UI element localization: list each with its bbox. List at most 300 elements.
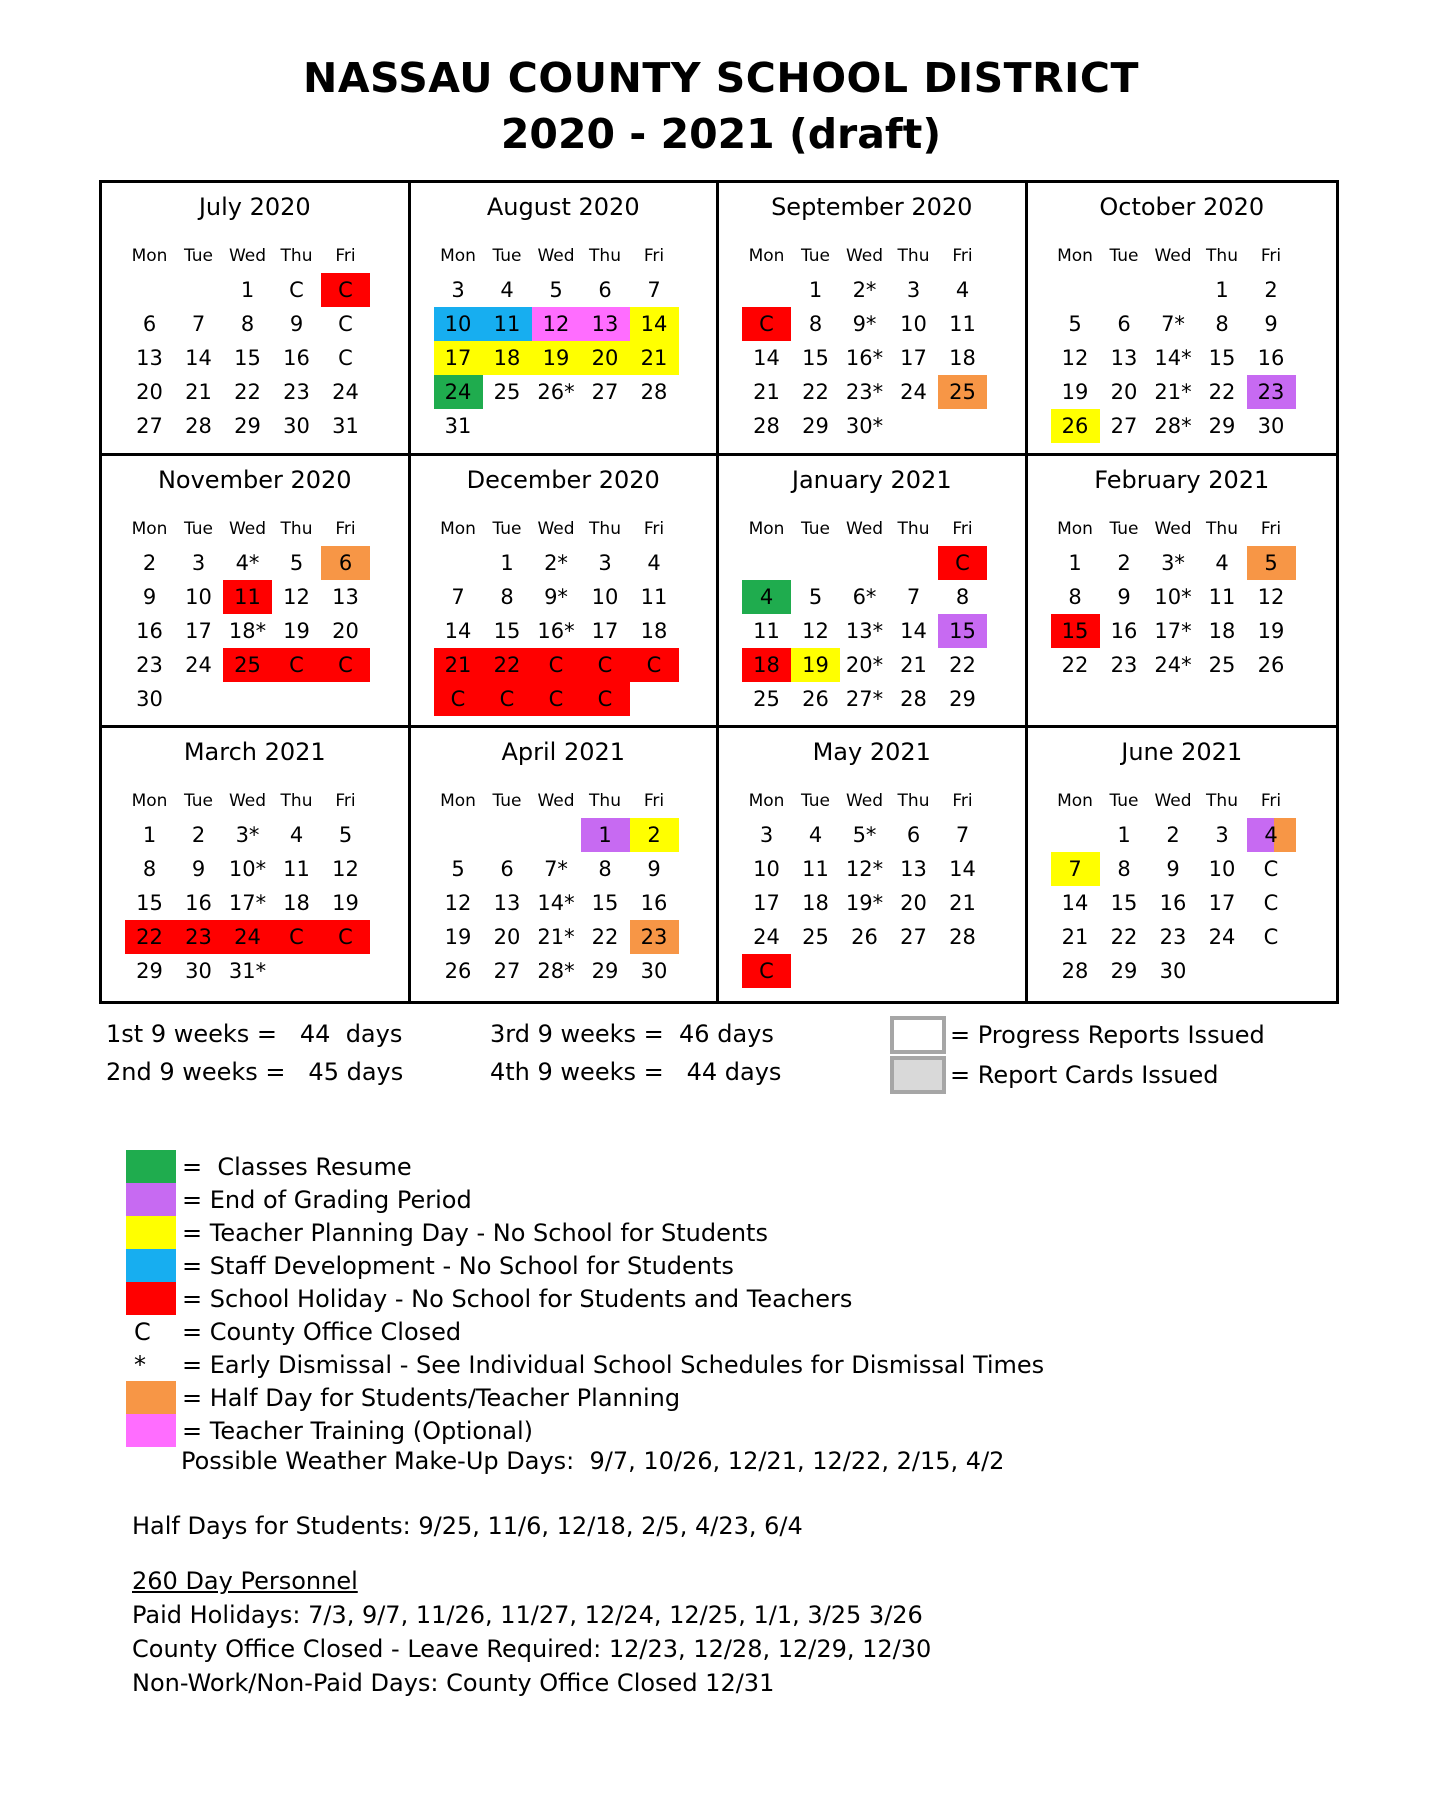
- legend-swatch-icon: [126, 1249, 176, 1282]
- makeup-days: Possible Weather Make-Up Days: 9/7, 10/26, 12/21, 12/22, 2/15, 4/2: [181, 1447, 1005, 1475]
- day-cell: 7: [191, 312, 206, 336]
- day-cell: 22: [949, 652, 976, 677]
- report-card-box-icon: [890, 1056, 946, 1094]
- week-row: [434, 682, 681, 716]
- legend-symbol: C: [134, 1317, 151, 1346]
- month-title: November 2020: [157, 465, 352, 494]
- day-cell: 19: [532, 341, 581, 375]
- week-row: [742, 818, 989, 852]
- week-row: [434, 818, 681, 852]
- month-day-grid: [742, 512, 989, 716]
- month-day-grid: [125, 239, 372, 443]
- week-row: [434, 852, 681, 886]
- day-cell: [840, 546, 889, 580]
- day-cell: [1198, 954, 1247, 988]
- day-cell: [889, 546, 938, 580]
- weekday-label: Thu: [1206, 518, 1238, 539]
- day-cell: 30*: [845, 414, 884, 438]
- day-cell: [1100, 273, 1149, 307]
- day-cell: [532, 818, 581, 852]
- day-cell: 19: [332, 891, 359, 916]
- day-cell: [1051, 818, 1100, 852]
- weekday-label: Tue: [1109, 518, 1139, 539]
- grading-period-q2: 2nd 9 weeks = 45 days: [106, 1058, 404, 1086]
- day-cell: 15: [591, 891, 619, 916]
- weekday-label: Thu: [897, 518, 930, 539]
- day-cell: 24: [753, 925, 780, 950]
- weekday-label: Thu: [280, 246, 313, 266]
- week-row: [434, 886, 681, 920]
- day-cell: 23: [1247, 375, 1296, 409]
- grading-period-q1: 1st 9 weeks = 44 days: [106, 1020, 403, 1048]
- day-cell: 1: [1117, 823, 1131, 848]
- day-cell: 11: [753, 618, 780, 643]
- weekday-label: Fri: [952, 791, 973, 812]
- week-row: [125, 886, 372, 920]
- day-cell: [125, 273, 174, 307]
- day-cell: 21: [900, 652, 927, 677]
- day-cell: 21*: [537, 925, 575, 950]
- day-cell: 11: [802, 857, 829, 882]
- day-cell: 8: [598, 857, 612, 882]
- day-cell: 3*: [235, 823, 260, 848]
- month-day-grid: [1051, 784, 1298, 988]
- day-cell: [434, 546, 483, 580]
- day-cell: 29: [234, 414, 261, 438]
- weekday-header-row: [742, 239, 989, 273]
- month-block: [719, 183, 1028, 456]
- day-cell: 27*: [845, 686, 884, 711]
- day-cell: 7*: [544, 857, 568, 882]
- week-row: [434, 648, 681, 682]
- day-cell: 21: [949, 891, 976, 916]
- day-cell: 29: [591, 959, 619, 984]
- week-row: [742, 546, 989, 580]
- page-subtitle: 2020 - 2021 (draft): [500, 110, 942, 158]
- day-cell: 13: [581, 307, 630, 341]
- day-cell: 4: [289, 823, 304, 848]
- week-row: [125, 307, 372, 341]
- month-block: [102, 456, 411, 729]
- legend-symbol: *: [134, 1350, 146, 1379]
- day-cell: C: [742, 307, 791, 341]
- day-cell: [791, 546, 840, 580]
- header: [0, 52, 1450, 164]
- weekday-label: Tue: [492, 246, 522, 266]
- page-title: NASSAU COUNTY SCHOOL DISTRICT: [303, 54, 1139, 102]
- day-cell: 3: [759, 823, 774, 848]
- day-cell: C: [742, 954, 791, 988]
- legend: [126, 1150, 1326, 1447]
- weekday-header-row: [125, 512, 372, 546]
- weekday-label: Wed: [537, 518, 575, 539]
- day-cell: [742, 546, 791, 580]
- progress-report-label: = Progress Reports Issued: [950, 1021, 1265, 1049]
- day-cell: 18: [640, 618, 668, 643]
- weekday-label: Wed: [228, 518, 267, 539]
- month-block: [1028, 456, 1337, 729]
- day-cell: 16: [640, 891, 668, 916]
- day-cell: 2: [1117, 550, 1131, 575]
- week-row: [1051, 818, 1298, 852]
- day-cell: [630, 409, 679, 443]
- week-row: [125, 341, 372, 375]
- day-cell: 14: [444, 618, 472, 643]
- day-cell: 17: [591, 618, 619, 643]
- day-cell: [321, 682, 370, 716]
- day-cell: 13: [332, 584, 359, 609]
- day-cell: 30: [185, 959, 212, 984]
- day-cell: C: [938, 546, 987, 580]
- day-cell: 2*: [544, 550, 568, 575]
- day-cell: 23: [1159, 925, 1187, 950]
- week-row: [742, 307, 989, 341]
- day-cell: 21*: [1154, 380, 1192, 404]
- legend-item: [126, 1249, 1326, 1282]
- day-cell: 9: [1264, 312, 1278, 336]
- day-cell: 13: [493, 891, 521, 916]
- day-cell: 23: [174, 920, 223, 954]
- week-row: [1051, 409, 1298, 443]
- day-cell: [742, 273, 791, 307]
- month-block: [102, 728, 411, 1001]
- day-cell: 6: [1117, 312, 1131, 336]
- day-cell: 12: [444, 891, 472, 916]
- week-row: [1051, 375, 1298, 409]
- day-cell: 10*: [228, 857, 267, 882]
- day-cell: 19: [444, 925, 472, 950]
- week-row: [742, 580, 989, 614]
- day-cell: 30: [136, 686, 163, 711]
- weekday-label: Mon: [131, 518, 168, 539]
- day-cell: [840, 954, 889, 988]
- day-cell: [791, 954, 840, 988]
- day-cell: 4: [647, 550, 661, 575]
- day-cell: 14*: [1154, 346, 1192, 370]
- week-row: [1051, 682, 1298, 716]
- day-cell: 31: [444, 414, 472, 438]
- day-cell: 23*: [845, 380, 884, 404]
- legend-label: = Half Day for Students/Teacher Planning: [182, 1383, 681, 1412]
- grading-period-q4: 4th 9 weeks = 44 days: [490, 1058, 782, 1086]
- week-row: [1051, 307, 1298, 341]
- weekday-header-row: [125, 784, 372, 818]
- day-cell: C: [532, 682, 581, 716]
- month-title: August 2020: [486, 193, 640, 221]
- day-cell: C: [1263, 891, 1279, 916]
- day-cell: 26: [802, 686, 829, 711]
- day-cell: 28*: [1154, 414, 1192, 438]
- day-cell: 10: [434, 307, 483, 341]
- day-cell: 10: [185, 584, 212, 609]
- week-row: [125, 954, 372, 988]
- month-title: February 2021: [1094, 465, 1270, 494]
- month-block: [411, 183, 720, 456]
- report-card-key: [890, 1056, 1219, 1094]
- day-cell: 15: [1208, 346, 1236, 370]
- day-cell: C: [272, 920, 321, 954]
- legend-label: = Classes Resume: [182, 1152, 412, 1181]
- day-cell: 12: [1061, 346, 1089, 370]
- day-cell: 10: [753, 857, 780, 882]
- day-cell: [1198, 682, 1247, 716]
- day-cell: 9: [191, 857, 206, 882]
- month-title: July 2020: [198, 193, 311, 221]
- day-cell: 14: [900, 618, 927, 643]
- day-cell: 22: [802, 380, 829, 404]
- day-cell: 30: [1159, 959, 1187, 984]
- weekday-label: Mon: [1057, 246, 1093, 266]
- day-cell: 5: [1247, 546, 1296, 580]
- day-cell: 20*: [845, 652, 884, 677]
- day-cell: 20: [900, 891, 927, 916]
- day-cell: 12: [802, 618, 829, 643]
- day-cell: 19: [283, 618, 310, 643]
- day-cell: 8: [240, 312, 255, 336]
- day-cell: 12*: [845, 857, 884, 882]
- day-cell: 1: [500, 550, 514, 575]
- day-cell: [483, 818, 532, 852]
- week-row: [742, 648, 989, 682]
- weekday-label: Thu: [1206, 246, 1238, 266]
- weekday-header-row: [434, 239, 681, 273]
- day-cell: C: [289, 278, 304, 302]
- day-cell: 21: [1061, 925, 1089, 950]
- day-cell: 28: [640, 380, 668, 404]
- paid-holidays: Paid Holidays: 7/3, 9/7, 11/26, 11/27, 12/24, 12/25, 1/1, 3/25 3/26: [132, 1601, 923, 1629]
- day-cell: 8: [500, 584, 514, 609]
- legend-item: [126, 1216, 1326, 1249]
- day-cell: 2: [142, 550, 157, 575]
- weekday-label: Mon: [131, 791, 168, 812]
- weekday-label: Mon: [1057, 518, 1093, 539]
- weekday-label: Wed: [845, 518, 884, 539]
- day-cell: 6*: [852, 584, 877, 609]
- day-cell: 14: [949, 857, 976, 882]
- day-cell: 20: [1110, 380, 1138, 404]
- month-block: [1028, 728, 1337, 1001]
- weekday-label: Fri: [335, 791, 356, 812]
- weekday-label: Mon: [131, 246, 168, 266]
- day-cell: [630, 682, 679, 716]
- report-card-label: = Report Cards Issued: [950, 1061, 1219, 1089]
- day-cell: 19*: [845, 891, 884, 916]
- day-cell: 18: [949, 346, 976, 370]
- day-cell: 21: [185, 380, 212, 404]
- county-closed-leave: County Office Closed - Leave Required: 12/23, 12/28, 12/29, 12/30: [132, 1635, 932, 1663]
- week-row: [742, 273, 989, 307]
- day-cell: 9: [647, 857, 661, 882]
- day-cell: 4: [955, 278, 970, 302]
- day-cell: [889, 409, 938, 443]
- day-cell: 11: [283, 857, 310, 882]
- day-cell: 5*: [852, 823, 877, 848]
- day-cell: 11: [949, 312, 976, 336]
- day-cell: 2: [630, 818, 679, 852]
- day-cell: [174, 273, 223, 307]
- week-row: [742, 886, 989, 920]
- day-cell: 27: [1110, 414, 1138, 438]
- day-cell: 28: [753, 414, 780, 438]
- day-cell: 17: [185, 618, 212, 643]
- day-cell: [889, 954, 938, 988]
- day-cell: 27: [493, 959, 521, 984]
- day-cell: 12: [283, 584, 310, 609]
- day-cell: 7: [451, 584, 465, 609]
- week-row: [125, 818, 372, 852]
- day-cell: 30: [1257, 414, 1285, 438]
- weekday-label: Wed: [1154, 518, 1192, 539]
- day-cell: 4: [1247, 818, 1296, 852]
- day-cell: 28: [185, 414, 212, 438]
- week-row: [434, 614, 681, 648]
- day-cell: 11: [223, 580, 272, 614]
- legend-label: = Staff Development - No School for Students: [182, 1251, 734, 1280]
- weekday-header-row: [434, 784, 681, 818]
- day-cell: 8: [1117, 857, 1131, 882]
- day-cell: [1051, 682, 1100, 716]
- day-cell: 7: [1051, 852, 1100, 886]
- month-title: October 2020: [1099, 193, 1265, 221]
- day-cell: 16: [283, 346, 310, 370]
- week-row: [742, 375, 989, 409]
- week-row: [125, 580, 372, 614]
- week-row: [434, 954, 681, 988]
- day-cell: 4: [808, 823, 823, 848]
- day-cell: 3: [906, 278, 921, 302]
- weekday-label: Tue: [492, 518, 522, 539]
- weekday-label: Tue: [492, 791, 522, 812]
- week-row: [125, 546, 372, 580]
- day-cell: 8: [808, 312, 823, 336]
- day-cell: 12: [1257, 584, 1285, 609]
- weekday-label: Tue: [183, 791, 214, 812]
- day-cell: 15: [1110, 891, 1138, 916]
- legend-swatch-icon: [126, 1216, 176, 1249]
- weekday-label: Mon: [748, 791, 785, 812]
- day-cell: 17*: [228, 891, 267, 916]
- day-cell: 2*: [852, 278, 877, 302]
- day-cell: C: [321, 273, 370, 307]
- day-cell: C: [321, 920, 370, 954]
- day-cell: 16: [136, 618, 163, 643]
- day-cell: 12: [532, 307, 581, 341]
- day-cell: 28*: [537, 959, 575, 984]
- week-row: [742, 682, 989, 716]
- half-days: Half Days for Students: 9/25, 11/6, 12/18, 2/5, 4/23, 6/4: [132, 1512, 803, 1540]
- weekday-header-row: [1051, 784, 1298, 818]
- weekday-header-row: [742, 784, 989, 818]
- week-row: [1051, 341, 1298, 375]
- day-cell: 19: [791, 648, 840, 682]
- weekday-label: Mon: [1057, 791, 1093, 812]
- day-cell: 7*: [1161, 312, 1185, 336]
- legend-swatch-icon: [126, 1282, 176, 1315]
- day-cell: 30: [640, 959, 668, 984]
- day-cell: 1: [581, 818, 630, 852]
- day-cell: 24: [223, 920, 272, 954]
- weekday-label: Wed: [228, 246, 267, 266]
- day-cell: 28: [949, 925, 976, 950]
- day-cell: 20: [332, 618, 359, 643]
- progress-report-key: [890, 1016, 1265, 1054]
- day-cell: 17: [900, 346, 927, 370]
- day-cell: 5: [549, 278, 563, 302]
- week-row: [742, 954, 989, 988]
- week-row: [742, 614, 989, 648]
- day-cell: C: [321, 648, 370, 682]
- day-cell: 26: [1051, 409, 1100, 443]
- day-cell: 9: [1117, 584, 1131, 609]
- month-title: December 2020: [466, 465, 660, 494]
- day-cell: 9: [289, 312, 304, 336]
- day-cell: 27: [136, 414, 163, 438]
- month-day-grid: [434, 512, 681, 716]
- day-cell: 31*: [228, 959, 267, 984]
- day-cell: 3: [598, 550, 612, 575]
- day-cell: 16*: [845, 346, 884, 370]
- day-cell: 20: [581, 341, 630, 375]
- day-cell: 14: [185, 346, 212, 370]
- legend-item: [126, 1282, 1326, 1315]
- week-row: [1051, 886, 1298, 920]
- weekday-label: Thu: [280, 518, 313, 539]
- day-cell: 19: [1257, 618, 1285, 643]
- day-cell: 4: [500, 278, 514, 302]
- weekday-label: Thu: [897, 246, 930, 266]
- weekday-label: Fri: [335, 246, 356, 266]
- day-cell: 7: [647, 278, 661, 302]
- month-block: [411, 728, 720, 1001]
- week-row: [125, 614, 372, 648]
- weekday-label: Fri: [1260, 246, 1282, 266]
- day-cell: C: [1263, 925, 1279, 950]
- day-cell: 18*: [228, 618, 267, 643]
- week-row: [1051, 273, 1298, 307]
- weekday-label: Wed: [1154, 791, 1192, 812]
- month-day-grid: [434, 784, 681, 988]
- day-cell: 24: [1208, 925, 1236, 950]
- weekday-header-row: [1051, 239, 1298, 273]
- day-cell: 17: [434, 341, 483, 375]
- weekday-label: Mon: [440, 791, 476, 812]
- day-cell: 24: [332, 380, 359, 404]
- weekday-label: Thu: [280, 791, 313, 812]
- day-cell: 10: [900, 312, 927, 336]
- day-cell: 1: [142, 823, 157, 848]
- legend-label: = Teacher Training (Optional): [182, 1416, 533, 1445]
- week-row: [434, 546, 681, 580]
- day-cell: 31: [332, 414, 359, 438]
- weekday-header-row: [1051, 512, 1298, 546]
- week-row: [434, 375, 681, 409]
- month-day-grid: [1051, 239, 1298, 443]
- day-cell: [174, 682, 223, 716]
- weekday-header-row: [125, 239, 372, 273]
- day-cell: 15: [493, 618, 521, 643]
- progress-report-box-icon: [890, 1016, 946, 1054]
- day-cell: 23: [136, 652, 163, 677]
- day-cell: [272, 954, 321, 988]
- week-row: [1051, 614, 1298, 648]
- day-cell: 27: [591, 380, 619, 404]
- day-cell: 17*: [1154, 618, 1192, 643]
- day-cell: 17: [1208, 891, 1236, 916]
- legend-label: = County Office Closed: [182, 1317, 462, 1346]
- month-title: January 2021: [791, 465, 952, 494]
- day-cell: 4: [1215, 550, 1229, 575]
- weekday-label: Tue: [183, 246, 214, 266]
